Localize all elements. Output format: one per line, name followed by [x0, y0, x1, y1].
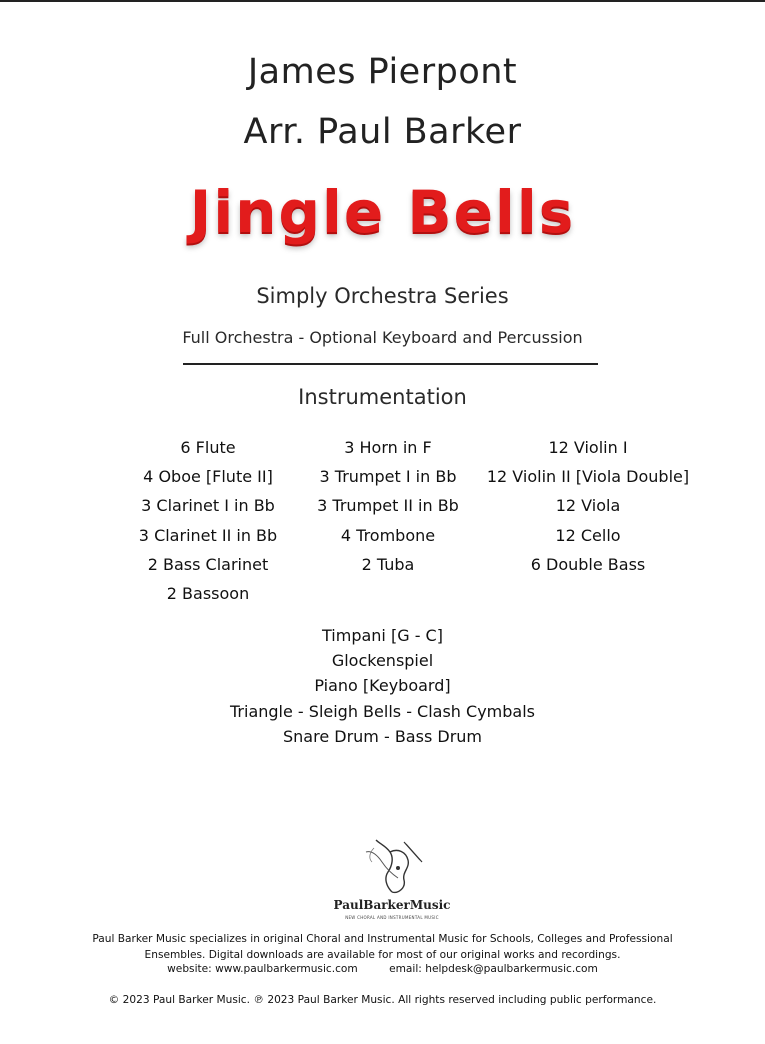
- instrument-item: 3 Horn in F: [344, 438, 432, 457]
- instrument-item: 2 Bassoon: [166, 583, 250, 603]
- brass-column: [273, 436, 503, 582]
- percussion-list: [0, 624, 765, 750]
- instrumentation-heading: Instrumentation: [298, 385, 467, 409]
- instrument-item: 12 Cello: [555, 525, 621, 545]
- instrument-item: 12 Violin I: [548, 438, 628, 457]
- strings-column: [473, 436, 703, 582]
- instrument-item: 3 Clarinet II in Bb: [138, 525, 278, 545]
- instrument-item: 6 Flute: [180, 438, 236, 457]
- arranger-name: Arr. Paul Barker: [243, 112, 522, 152]
- top-border: [0, 0, 765, 2]
- piece-title: Jingle Bells: [189, 178, 576, 246]
- series-name: Simply Orchestra Series: [256, 284, 509, 308]
- instrument-item: 2 Bass Clarinet: [147, 554, 269, 574]
- instrument-item: 2 Tuba: [361, 554, 415, 574]
- ensemble-subtitle: Full Orchestra - Optional Keyboard and Percussion: [182, 328, 583, 347]
- divider: [183, 363, 598, 365]
- percussion-item: Timpani [G - C]: [322, 626, 443, 645]
- percussion-item: Snare Drum - Bass Drum: [283, 726, 482, 746]
- instrument-item: 6 Double Bass: [530, 554, 646, 574]
- composer-name: James Pierpont: [247, 52, 518, 92]
- percussion-item: Triangle - Sleigh Bells - Clash Cymbals: [230, 701, 535, 721]
- instrument-item: 3 Trumpet II in Bb: [317, 496, 459, 516]
- contact-line: [0, 963, 765, 975]
- instrument-item: 4 Trombone: [340, 525, 436, 545]
- instrument-item: 3 Clarinet I in Bb: [141, 496, 275, 516]
- instrument-item: 3 Trumpet I in Bb: [319, 467, 457, 487]
- percussion-item: Piano [Keyboard]: [314, 676, 451, 696]
- logo-wordmark: PaulBarkerMusic: [333, 898, 451, 912]
- website-text: website: www.paulbarkermusic.com: [167, 963, 358, 975]
- instrument-item: 12 Viola: [555, 496, 621, 516]
- copyright-notice: © 2023 Paul Barker Music. ℗ 2023 Paul Barker Music. All rights reserved including public performance.: [108, 994, 657, 1006]
- violin-logo-icon: [346, 838, 438, 896]
- publisher-logo: [322, 838, 462, 922]
- instrument-item: 4 Oboe [Flute II]: [143, 467, 273, 487]
- publisher-blurb: Paul Barker Music specializes in original Choral and Instrumental Music for Schools, Colleges and Professional Ensembles. Digital downloads are available for most of our original works and recordings.: [92, 933, 673, 961]
- percussion-item: Glockenspiel: [331, 651, 434, 671]
- logo-tagline: NEW CHORAL AND INSTRUMENTAL MUSIC: [345, 915, 439, 920]
- email-text: email: helpdesk@paulbarkermusic.com: [389, 963, 598, 975]
- instrument-item: 12 Violin II [Viola Double]: [486, 467, 690, 487]
